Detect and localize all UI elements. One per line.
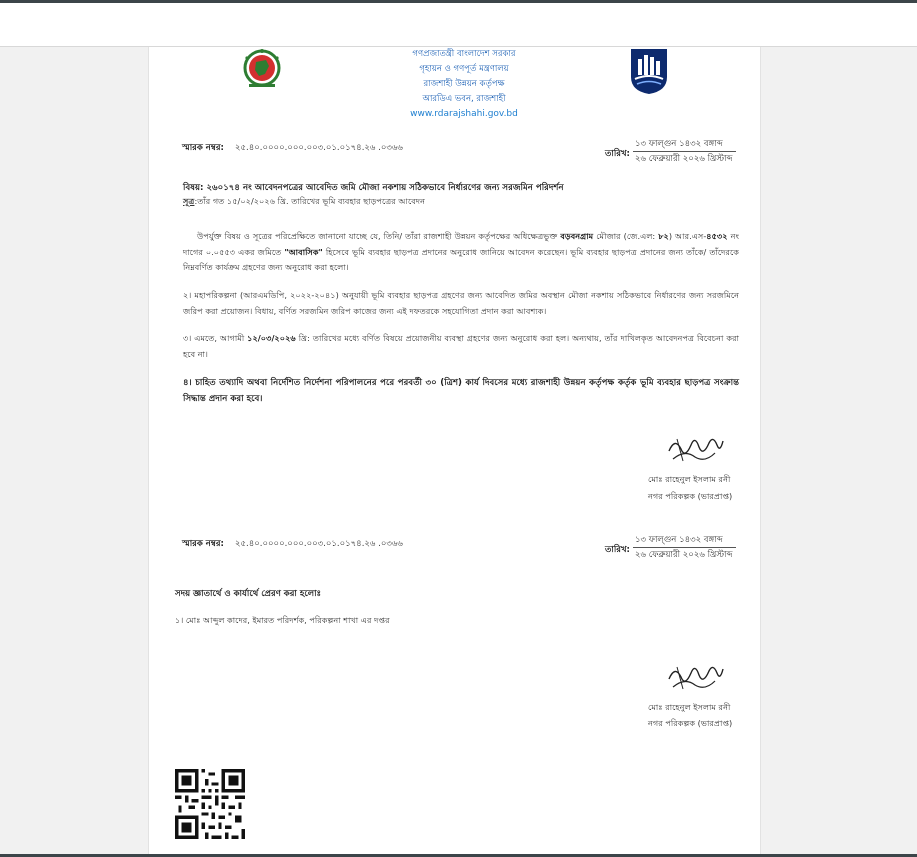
date-gregorian: ২৬ ফেব্রুয়ারী ২০২৬ খ্রিস্টাব্দ bbox=[635, 154, 733, 164]
p1-jl: ৮২ bbox=[658, 231, 669, 241]
date-divider-2 bbox=[633, 547, 736, 548]
memo-number-label: স্মারক নম্বর: bbox=[182, 143, 224, 153]
p1-dag: ৪৫৩২ bbox=[706, 231, 728, 241]
date-label-2: তারিখ: bbox=[605, 545, 630, 555]
date-bangla: ১৩ ফাল্গুন ১৪৩২ বঙ্গাব্দ bbox=[635, 139, 723, 149]
p1-text-c: ) আর.এস- bbox=[668, 231, 707, 241]
paragraph-3 bbox=[183, 331, 739, 362]
date-gregorian-2: ২৬ ফেব্রুয়ারী ২০২৬ খ্রিস্টাব্দ bbox=[635, 550, 733, 560]
signature-1 bbox=[665, 431, 727, 465]
date-divider bbox=[633, 151, 736, 152]
subject-line: বিষয়: ২৬০১৭৪ নং আবেদনপত্রের আবেদিত জমি মৌজা নকশায় সঠিকভাবে নির্ধারণের জন্য সরজমিন পরিদর্শন bbox=[183, 183, 564, 193]
p1-land-use: "আবাসিক" bbox=[284, 246, 323, 257]
header-authority: রাজশাহী উন্নয়ন কর্তৃপক্ষ bbox=[423, 79, 505, 89]
header-building: আরডিএ ভবন, রাজশাহী bbox=[422, 94, 506, 104]
memo-number-label-2: স্মারক নম্বর: bbox=[182, 539, 224, 549]
paragraph-2: ২। মহাপরিকল্পনা (আরএমডিপি, ২০২২-২০৪১) অনুযায়ী ভূমি ব্যবহার ছাড়পত্র গ্রহণের জন্য আবেদিত জমির অবস্থান মৌজা নকশায় সঠিকভাবে নির্ধারণের জন্য সরজমিনে জরিপ করা প্রয়োজন। বিধায়, বর্ণিত সরজমিন জরিপ কাজের জন্য এই দফতরকে সহযোগিতা প্রদান করা আবশ্যক। bbox=[183, 290, 739, 316]
p3-deadline-date: ১২/০৩/২০২৬ bbox=[247, 333, 296, 343]
signatory-designation-2: নগর পরিকল্পক (ভারপ্রাপ্ত) bbox=[648, 718, 733, 728]
document-page bbox=[148, 47, 761, 855]
signature-2 bbox=[665, 659, 727, 693]
distribution-title: সদয় জ্ঞাতার্থে ও কার্যার্থে প্রেরণ করা হলোঃ bbox=[175, 589, 322, 599]
paragraph-4: ৪। চাহিত তথ্যাদি অথবা নির্দেশিত নির্দেশনা পরিপালনের পরে পরবর্তী ৩০ (ত্রিশ) কার্য দিবসের মধ্যে রাজশাহী উন্নয়ন কর্তৃপক্ষ কর্তৃক ভূমি ব্যবহার ছাড়পত্র সংক্রান্ত সিদ্ধান্ত প্রদান করা হবে। bbox=[183, 378, 739, 404]
p3-text-b: খ্রি: তারিখের মধ্যে বর্ণিত বিষয়ে প্রয়োজনীয় ব্যবস্থা গ্রহণের জন্য অনুরোধ করা হল। অন্যথায়, তাঁর দাখিলকৃত আবেদনপত্র বিবেচনা করা হবে না। bbox=[183, 333, 739, 359]
qr-code-icon bbox=[175, 769, 245, 839]
signatory-name-2: মোঃ রাহেনুল ইসলাম রনী bbox=[648, 702, 731, 712]
date-bangla-2: ১৩ ফাল্গুন ১৪৩২ বঙ্গাব্দ bbox=[635, 535, 723, 545]
memo-number-2: ২৫.৪০.০০০০.০০০.০০৩.০১.০১৭৪.২৬ .০৩৬৬ bbox=[235, 539, 403, 549]
reference-text: :তাঁর গত ১৫/০২/২০২৬ খ্রি. তারিখের ভূমি ব্যবহার ছাড়পত্রের আবেদন bbox=[194, 196, 425, 206]
p1-text-e: হিসেবে ভূমি ব্যবহার ছাড়পত্র প্রদানের অনুরোধ জানিয়ে আবেদন করেছেন। ভূমি ব্যবহার ছাড়পত্র প্রদানের জন্য তাঁকে/ তাঁদেরকে নিম্নবর্ণিত কার্যক্রম গ্রহণের জন্য অনুরোধ করা হলো। bbox=[183, 246, 739, 272]
header-govt: গণপ্রজাতন্ত্রী বাংলাদেশ সরকার bbox=[412, 49, 516, 59]
distribution-item: ১। মোঃ আব্দুল কাদের, ইমারত পরিদর্শক, পরিকল্পনা শাখা এর দপ্তর bbox=[175, 615, 390, 625]
p1-text-d: নং দাগের ০.০৫৫৩ একর জমিতে bbox=[183, 231, 739, 257]
reference-line bbox=[183, 196, 425, 209]
memo-number: ২৫.৪০.০০০০.০০০.০০৩.০১.০১৭৪.২৬ .০৩৬৬ bbox=[235, 143, 403, 153]
p1-mouza: বড়বনগ্রাম bbox=[560, 231, 594, 241]
p3-text-a: ৩। এমতে, আগামী bbox=[183, 333, 248, 343]
reference-label: সূত্র bbox=[183, 196, 195, 206]
header-ministry: গৃহায়ন ও গণপূর্ত মন্ত্রণালয় bbox=[419, 64, 509, 74]
p1-text-b: মৌজার (জে.এল: bbox=[593, 231, 659, 241]
rda-logo-icon bbox=[628, 47, 670, 95]
p1-text-a: উপর্যুক্ত বিষয় ও সূত্রের পরিপ্রেক্ষিতে জানানো যাচ্ছে যে, তিনি/ তাঁরা রাজশাহী উন্নয়ন কর্তৃপক্ষের অধিক্ষেত্রভুক্ত bbox=[197, 231, 561, 241]
date-label: তারিখ: bbox=[605, 149, 630, 159]
paragraph-1 bbox=[183, 229, 739, 276]
govt-emblem-icon bbox=[238, 47, 286, 89]
viewer-toolbar bbox=[0, 3, 917, 47]
header-website-link[interactable]: www.rdarajshahi.gov.bd bbox=[410, 109, 518, 119]
signatory-designation-1: নগর পরিকল্পক (ভারপ্রাপ্ত) bbox=[648, 491, 733, 501]
signatory-name-1: মোঃ রাহেনুল ইসলাম রনী bbox=[648, 474, 731, 484]
